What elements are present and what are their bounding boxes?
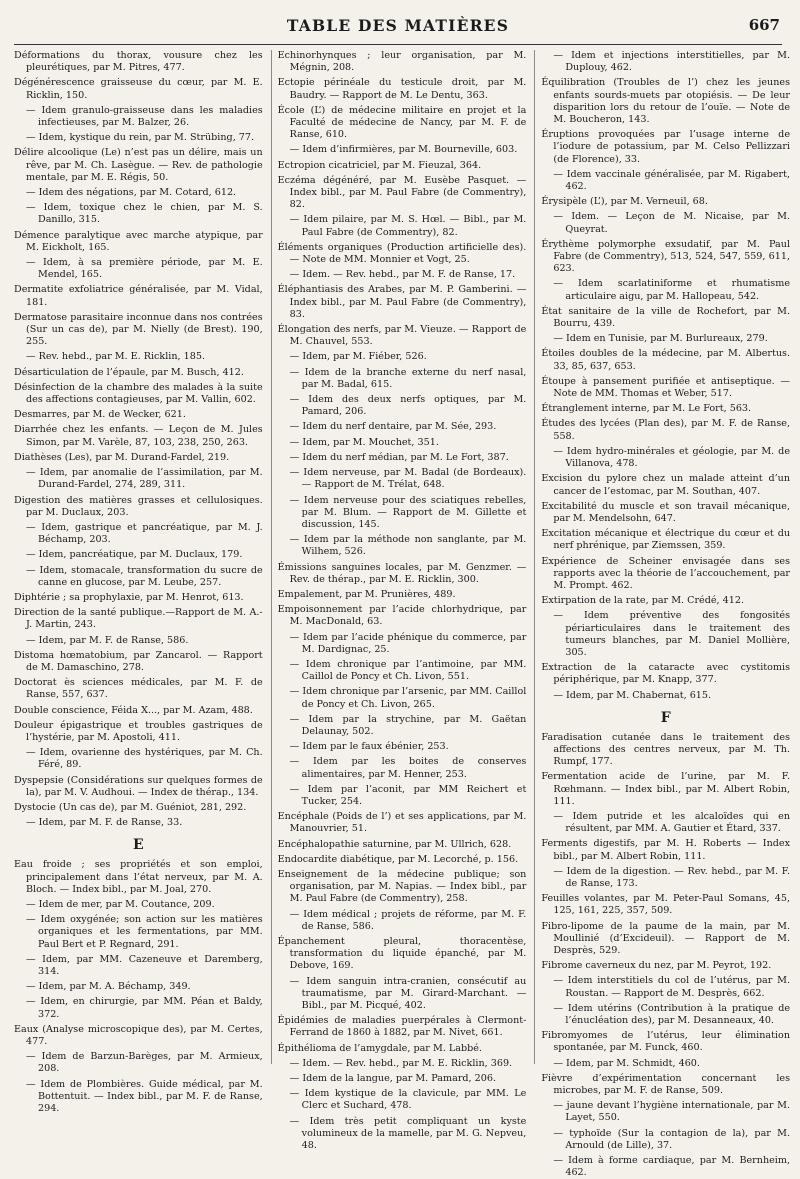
index-entry: Extirpation de la rate, par M. Crédé, 412. — [541, 595, 745, 607]
index-entry: Expérience de Scheiner envisagée dans ses rapports avec la théorie de l’accouchement, par M. Prompt. 462. — [541, 555, 791, 591]
index-entry: Eczéma dégénéré, par M. Eusèbe Pasquet. — Index bibl., par M. Paul Fabre (de Commentry), 82. — [277, 174, 527, 211]
index-subentry: — Idem granulo-graisseuse dans les maladies infectieuses, par M. Balzer, 26. — [26, 104, 263, 129]
index-subentry: — Idem utérins (Contribution à la pratique de l’énucléation des), par M. Desanneaux, 40. — [553, 1002, 791, 1027]
index-subentry: — Idem, par M. Fiéber, 526. — [289, 351, 427, 363]
index-subentry: — typhoïde (Sur la contagion de la), par M. Arnould (de Lille), 37. — [553, 1127, 791, 1151]
index-entry: Élongation des nerfs, par M. Vieuze. — Rapport de M. Chauvel, 553. — [277, 324, 527, 348]
index-entry: Feuilles volantes, par M. Peter-Paul Somans, 45, 125, 161, 225, 357, 509. — [541, 893, 791, 917]
index-entry: Digestion des matières grasses et cellulosiques. par M. Duclaux, 203. — [14, 494, 263, 518]
index-entry: Dystocie (Un cas de), par M. Guéniot, 281, 292. — [14, 801, 247, 813]
index-subentry: — Idem, par M. Chabernat, 615. — [553, 689, 712, 701]
index-entry: Ectopie périnéale du testicule droit, par M. Baudry. — Rapport de M. Le Dentu, 363. — [277, 77, 527, 101]
index-entry: Empoisonnement par l’acide chlorhydrique, par M. MacDonald, 63. — [277, 604, 527, 628]
index-subentry: — Idem putride et les alcaloïdes qui en résultent, par MM. A. Gautier et Étard, 337. — [553, 810, 791, 835]
index-subentry: — Idem, par M. A. Béchamp, 349. — [26, 981, 191, 993]
index-subentry: — Idem, en chirurgie, par MM. Péan et Baldy, 372. — [26, 996, 263, 1020]
index-subentry: — Idem du nerf dentaire, par M. Sée, 293. — [289, 421, 497, 433]
index-entry: Excision du pylore chez un malade atteint d’un cancer de l’estomac, par M. Southan, 407. — [541, 473, 791, 497]
index-subentry: — Idem vaccinale généralisée, par M. Rigabert, 462. — [553, 168, 791, 193]
index-subentry: — Idem nerveuse, par M. Badal (de Bordeaux). — Rapport de M. Trélat, 648. — [289, 467, 527, 491]
index-entry: École (L’) de médecine militaire en projet et la Faculté de médecine de Nancy, par M. F. de Ranse, 610. — [277, 104, 527, 141]
index-entry: Épidémies de maladies puerpérales à Clermont-Ferrand de 1860 à 1882, par M. Nivet, 661. — [277, 1015, 527, 1039]
index-subentry: — Idem très petit compliquant un kyste volumineux de la mamelle, par M. G. Nepveu, 48. — [289, 1115, 527, 1152]
index-subentry: — Idem, à sa première période, par M. E. Mendel, 165. — [26, 257, 263, 281]
index-subentry: — Idem chronique par l’antimoine, par MM. Caillol de Poncy et Ch. Livon, 551. — [289, 658, 527, 683]
index-entry: Équilibration (Troubles de l’) chez les jeunes enfants sourds-muets par otopiésis. — De leur disparition lors du retour de l’ouïe. — Note de M. Boucheron, 143. — [541, 77, 791, 126]
index-columns — [14, 50, 791, 1179]
index-entry: Dyspepsie (Considérations sur quelques formes de la), par M. V. Audhoui. — Index de thérap., 134. — [14, 774, 263, 798]
index-subentry: — Rev. hebd., par M. E. Ricklin, 185. — [26, 351, 205, 363]
index-subentry: — Idem de mer, par M. Coutance, 209. — [26, 898, 215, 910]
index-subentry: — Idem. — Rev. hebd., par M. E. Ricklin, 369. — [289, 1057, 513, 1069]
index-entry: Désarticulation de l’épaule, par M. Busch, 412. — [14, 366, 244, 378]
header-rule — [14, 44, 782, 45]
index-entry: Excitation mécanique et électrique du cœur et du nerf phrénique, par Ziemssen, 359. — [541, 528, 791, 552]
index-subentry: — Idem de la digestion. — Rev. hebd., par M. F. de Ranse, 173. — [553, 865, 791, 889]
index-entry: État sanitaire de la ville de Rochefort, par M. Bourru, 439. — [541, 305, 791, 330]
index-entry: Désinfection de la chambre des malades à la suite des affections contagieuses, par M. Vallin, 602. — [14, 381, 263, 406]
index-entry: Doctorat ès sciences médicales, par M. F. de Ranse, 557, 637. — [14, 677, 263, 701]
page-number: 667 — [748, 16, 780, 34]
index-entry: Émissions sanguines locales, par M. Genzmer. — Rev. de thérap., par M. E. Ricklin, 300. — [277, 561, 527, 585]
index-entry: Empalement, par M. Prunières, 489. — [277, 588, 456, 600]
index-subentry: — Idem scarlatiniforme et rhumatisme articulaire aigu, par M. Hallopeau, 542. — [553, 278, 791, 302]
index-subentry: — Idem, pancréatique, par M. Duclaux, 179. — [26, 549, 243, 561]
index-subentry: — Idem par l’acide phénique du commerce, par M. Dardignac, 25. — [289, 631, 527, 655]
column-right — [534, 50, 791, 1179]
index-entry: Études des lycées (Plan des), par M. F. de Ranse, 558. — [541, 418, 791, 442]
column-left — [14, 50, 263, 1115]
index-entry: Épithélioma de l’amygdale, par M. Labbé. — [277, 1042, 482, 1054]
index-subentry: — Idem. — Leçon de M. Nicaise, par M. Queyrat. — [553, 211, 791, 235]
index-subentry: — Idem, kystique du rein, par M. Strübing, 77. — [26, 132, 255, 144]
index-subentry: — Idem du nerf médian, par M. Le Fort, 387. — [289, 451, 509, 463]
index-entry: Eau froide ; ses propriétés et son emploi, principalement dans l’état nerveux, par M. A. Bloch. — Index bibl., par M. Joal, 270. — [14, 859, 263, 895]
index-entry: Fibro-lipome de la paume de la main, par M. Moullinié (d’Excideuil). — Rapport de M. Desprès, 529. — [541, 920, 791, 956]
index-subentry: — Idem de Plombières. Guide médical, par M. Bottentuit. — Index bibl., par M. F. de Ranse, 294. — [26, 1078, 263, 1115]
index-subentry: — Idem et injections interstitielles, par M. Duplouy, 462. — [553, 50, 791, 74]
index-entry: Fibrome caverneux du nez, par M. Peyrot, 192. — [541, 960, 772, 972]
index-subentry: — Idem à forme cardiaque, par M. Bernheim, 462. — [553, 1155, 791, 1179]
index-entry: Fermentation acide de l’urine, par M. F. Rœhmann. — Index bibl., par M. Albert Robin, 111. — [541, 771, 791, 807]
index-entry: Enseignement de la médecine publique; son organisation, par M. Napias. — Index bibl., par M. Paul Fabre (de Commentry), 258. — [277, 868, 527, 905]
index-entry: Dégénérescence graisseuse du cœur, par M. E. Ricklin, 150. — [14, 77, 263, 101]
index-entry: Excitabilité du muscle et son travail mécanique, par M. Mendelsohn, 647. — [541, 500, 791, 524]
section-letter: F — [660, 709, 671, 726]
index-subentry: — Idem, par M. F. de Ranse, 586. — [26, 634, 189, 646]
index-entry: Étoiles doubles de la médecine, par M. Albertus. 33, 85, 637, 653. — [541, 348, 791, 372]
index-entry: Érysipèle (L’), par M. Verneuil, 68. — [541, 196, 708, 208]
index-entry: Eaux (Analyse microscopique des), par M. Certes, 477. — [14, 1023, 263, 1048]
index-entry: Étranglement interne, par M. Le Fort, 563. — [541, 403, 752, 415]
index-subentry: — Idem, toxique chez le chien, par M. S. Danillo, 315. — [26, 202, 263, 226]
index-entry: Fibromyomes de l’utérus, leur élimination spontanée, par M. Funck, 460. — [541, 1030, 791, 1054]
index-entry: Ectropion cicatriciel, par M. Fieuzal, 364. — [277, 159, 482, 171]
index-entry: Érythème polymorphe exsudatif, par M. Paul Fabre (de Commentry), 513, 524, 547, 559, 611, 623. — [541, 238, 791, 275]
index-subentry: — Idem par la strychine, par M. Gaëtan Delaunay, 502. — [289, 713, 527, 737]
index-entry: Faradisation cutanée dans le traitement des affections des centres nerveux, par M. Th. Rumpf, 177. — [541, 731, 791, 768]
index-entry: Desmarres, par M. de Wecker, 621. — [14, 409, 186, 421]
index-subentry: — Idem médical ; projets de réforme, par M. F. de Ranse, 586. — [289, 908, 527, 932]
index-entry: Double conscience, Féida X..., par M. Azam, 488. — [14, 704, 253, 716]
index-subentry: — Idem pilaire, par M. S. Hœl. — Bibl., par M. Paul Fabre (de Commentry), 82. — [289, 214, 527, 238]
index-subentry: — Idem d’infirmières, par M. Bourneville, 603. — [289, 144, 518, 156]
index-entry: Déformations du thorax, vousure chez les pleurétiques, par M. Pitres, 477. — [14, 50, 263, 74]
index-subentry: — Idem interstitiels du col de l’utérus, par M. Roustan. — Rapport de M. Desprès, 662. — [553, 975, 791, 999]
index-subentry: — Idem, par MM. Cazeneuve et Daremberg, 314. — [26, 953, 263, 977]
index-entry: Douleur épigastrique et troubles gastriques de l’hystérie, par M. Apostoli, 411. — [14, 719, 263, 743]
index-entry: Direction de la santé publique.—Rapport de M. A.-J. Martin, 243. — [14, 607, 263, 631]
index-entry: Ferments digestifs, par M. H. Roberts — Index bibl., par M. Albert Robin, 111. — [541, 838, 791, 862]
index-entry: Étoupe à pansement purifiée et antiseptique. — Note de MM. Thomas et Weber, 517. — [541, 375, 791, 400]
index-subentry: — Idem, ovarienne des hystériques, par M. Ch. Féré, 89. — [26, 747, 263, 771]
index-subentry: — Idem par la méthode non sanglante, par M. Wilhem, 526. — [289, 534, 527, 558]
index-subentry: — Idem par l’aconit, par MM Reichert et Tucker, 254. — [289, 783, 527, 807]
index-subentry: — Idem nerveuse pour des sciatiques rebelles, par M. Blum. — Rapport de M. Gillette et discussion, 145. — [289, 494, 527, 530]
index-entry: Éléments organiques (Production artificielle des). — Note de MM. Monnier et Vogt, 25. — [277, 241, 527, 266]
page-title: TABLE DES MATIÈRES — [286, 16, 510, 35]
index-entry: Dermatose parasitaire inconnue dans nos contrées (Sur un cas de), par M. Nielly (de Brest). 190, 255. — [14, 311, 263, 348]
index-subentry: — Idem en Tunisie, par M. Burlureaux, 279. — [553, 333, 768, 345]
index-subentry: — Idem, stomacale, transformation du sucre de canne en glucose, par M. Leube, 257. — [26, 564, 263, 588]
index-entry: Distoma hœmatobium, par Zancarol. — Rapport de M. Damaschino, 278. — [14, 649, 263, 673]
section-letter: E — [133, 837, 144, 854]
index-subentry: — Idem des négations, par M. Cotard, 612. — [26, 187, 237, 199]
index-subentry: — Idem kystique de la clavicule, par MM. Le Clerc et Suchard, 478. — [289, 1088, 527, 1112]
index-subentry: — Idem sanguin intra-cranien, consécutif au traumatisme, par M. Girard-Marchant. — Bibl., par M. Picqué, 402. — [289, 975, 527, 1012]
index-subentry: — jaune devant l’hygiène internationale, par M. Layet, 550. — [553, 1100, 791, 1124]
index-subentry: — Idem oxygénée; son action sur les matières organiques et les fermentations, par MM. Paul Bert et P. Regnard, 291. — [26, 914, 263, 950]
index-subentry: — Idem, par anomalie de l’assimilation, par M. Durand-Fardel, 274, 289, 311. — [26, 467, 263, 491]
index-entry: Dermatite exfoliatrice généralisée, par M. Vidal, 181. — [14, 284, 263, 308]
index-subentry: — Idem, par M. Mouchet, 351. — [289, 436, 439, 448]
page-header — [16, 16, 780, 40]
index-subentry: — Idem chronique par l’arsenic, par MM. Caillol de Poncy et Ch. Livon, 265. — [289, 686, 527, 710]
index-subentry: — Idem de la branche externe du nerf nasal, par M. Badal, 615. — [289, 366, 527, 390]
index-entry: Délire alcoolique (Le) n’est pas un délire, mais un rêve, par M. Ch. Lasègue. — Rev. de pathologie mentale, par M. E. Régis, 50. — [14, 147, 263, 183]
index-subentry: — Idem préventive des fongosités périarticulaires dans le traitement des tumeurs blanches, par M. Daniel Mollière, 305. — [553, 610, 791, 658]
index-entry: Épanchement pleural, thoracentèse, transformation du liquide épanché, par M. Debove, 169. — [277, 936, 527, 972]
index-subentry: — Idem, gastrique et pancréatique, par M. J. Béchamp, 203. — [26, 521, 263, 546]
index-entry: Diphtérie ; sa prophylaxie, par M. Henrot, 613. — [14, 591, 244, 603]
index-subentry: — Idem par les boites de conserves alimentaires, par M. Henner, 253. — [289, 756, 527, 780]
index-subentry: — Idem par le faux ébénier, 253. — [289, 741, 449, 753]
index-subentry: — Idem. — Rev. hebd., par M. F. de Ranse, 17. — [289, 269, 516, 281]
index-entry: Encéphalopathie saturnine, par M. Ullrich, 628. — [277, 838, 512, 850]
index-entry: Endocardite diabétique, par M. Lecorché, p. 156. — [277, 853, 519, 865]
index-entry: Encéphale (Poids de l’) et ses applications, par M. Manouvrier, 51. — [277, 811, 527, 835]
index-entry: Diarrhée chez les enfants. — Leçon de M. Jules Simon, par M. Varèle, 87, 103, 238, 250, 263. — [14, 424, 263, 448]
index-entry: Éléphantiasis des Arabes, par M. P. Gamberini. — Index bibl., par M. Paul Fabre (de Commentry), 83. — [277, 284, 527, 320]
index-entry: Démence paralytique avec marche atypique, par M. Eickholt, 165. — [14, 229, 263, 253]
index-subentry: — Idem, par M. F. de Ranse, 33. — [26, 817, 183, 829]
index-subentry: — Idem des deux nerfs optiques, par M. Pamard, 206. — [289, 394, 527, 418]
index-entry: Éruptions provoquées par l’usage interne de l’iodure de potassium, par M. Celso Pellizzari (de Florence), 33. — [541, 129, 791, 165]
index-subentry: — Idem, par M. Schmidt, 460. — [553, 1057, 700, 1069]
index-entry: Fièvre d’expérimentation concernant les microbes, par M. F. de Ranse, 509. — [541, 1072, 791, 1097]
index-entry: Diathèses (Les), par M. Durand-Fardel, 219. — [14, 451, 230, 463]
index-subentry: — Idem de Barzun-Barèges, par M. Armieux, 208. — [26, 1051, 263, 1075]
column-middle — [271, 50, 527, 1152]
index-subentry: — Idem de la langue, par M. Pamard, 206. — [289, 1073, 497, 1085]
index-subentry: — Idem hydro-minérales et géologie, par M. de Villanova, 478. — [553, 445, 791, 470]
index-entry: Echinorhynques ; leur organisation, par M. Mégnin, 208. — [277, 50, 527, 74]
index-entry: Extraction de la cataracte avec cystitomis périphérique, par M. Knapp, 377. — [541, 662, 791, 686]
